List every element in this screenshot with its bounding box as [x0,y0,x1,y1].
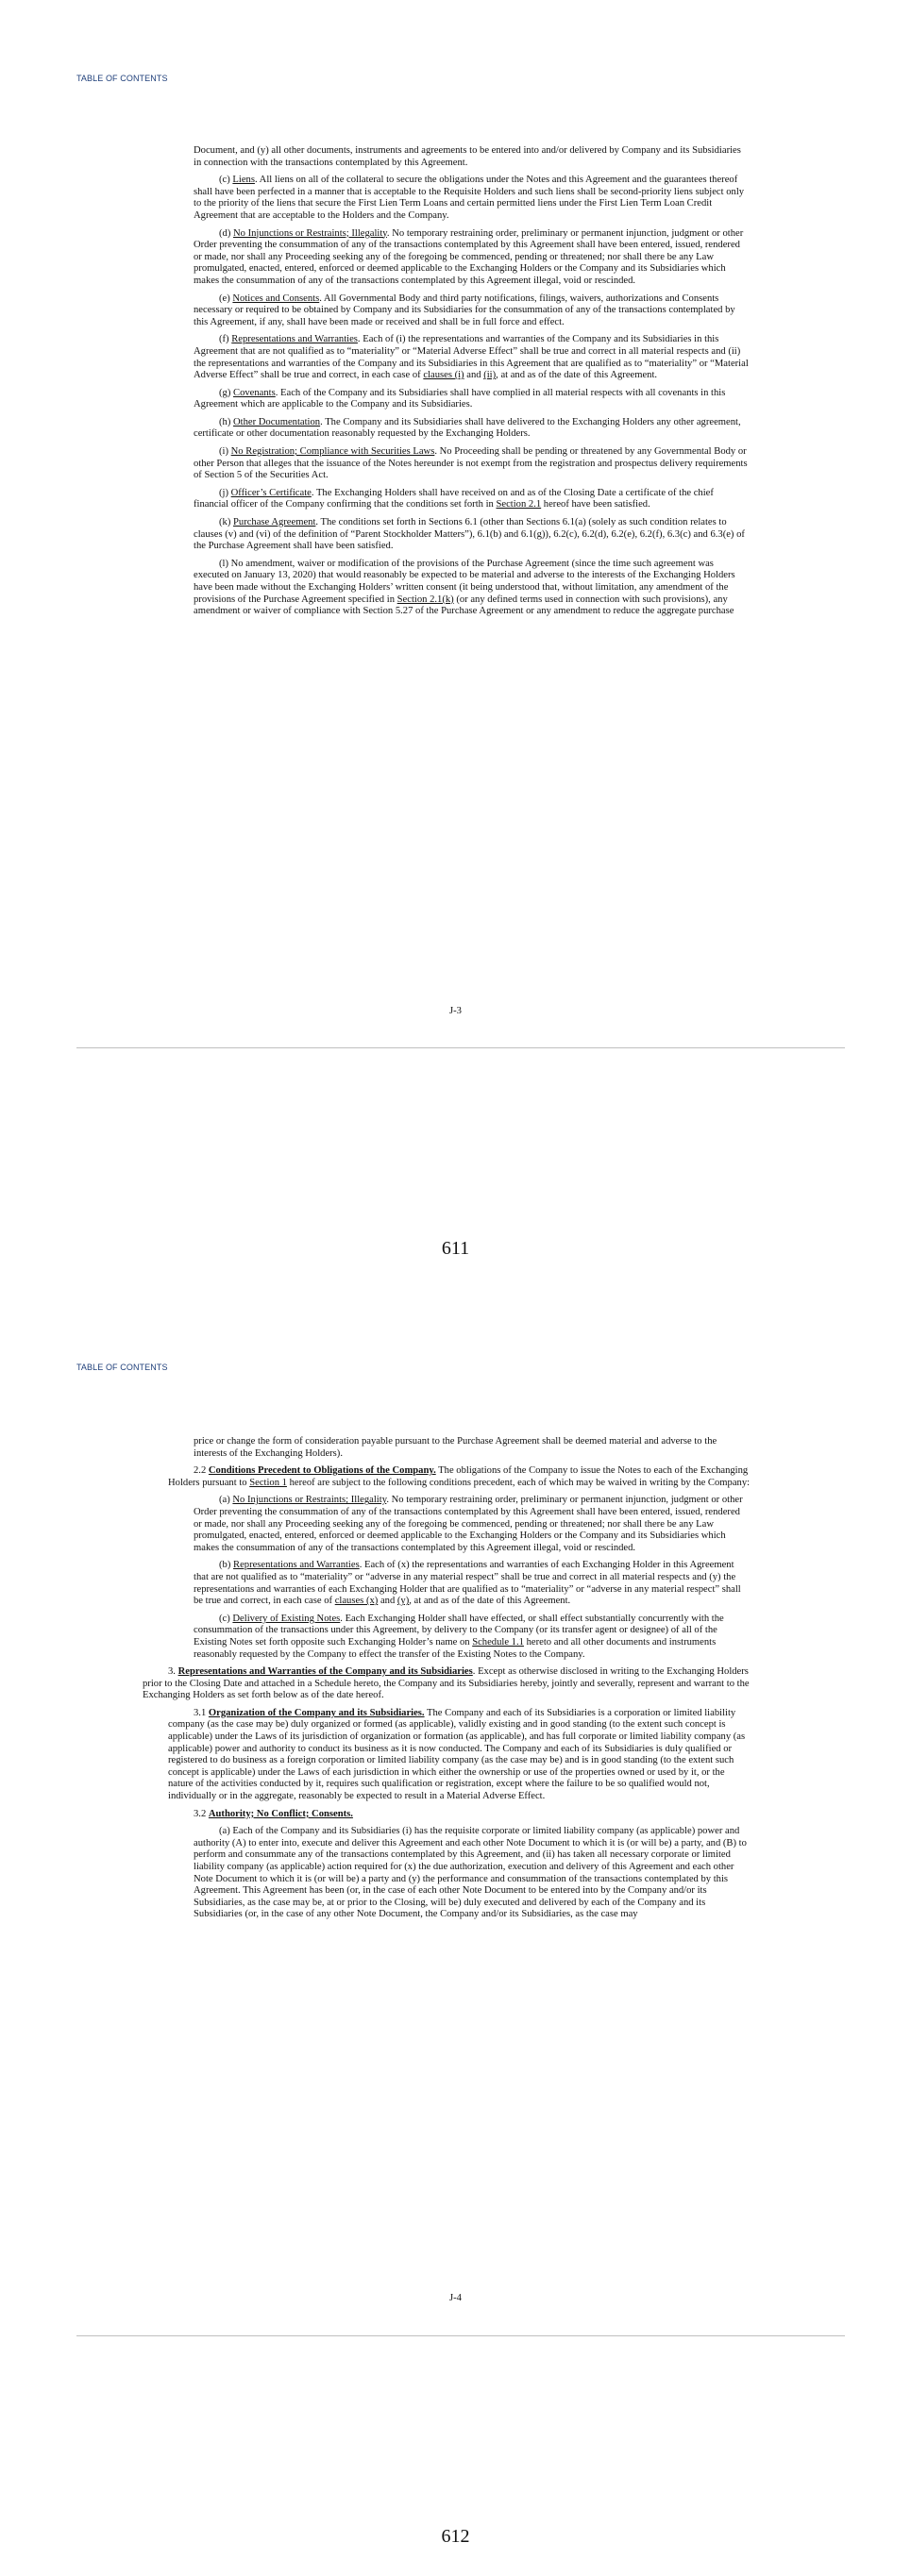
paragraph-c-liens: (c) Liens. All liens on all of the collateral to secure the obligations under the Notes and this Agreement and the guarantees thereof shall have been perfected in a manner that is acceptable to the Requisite Holders and such liens shall be second-priority liens subject only to the priority of the liens that secure the First Lien Term Loans and certain permitted liens under the First Lien Term Loan Credit Agreement that are acceptable to the Holders and the Company. [194,175,745,221]
page-number: 611 [441,1238,470,1259]
paragraph-c-delivery: (c) Delivery of Existing Notes. Each Exchanging Holder shall have effected, or shall effect substantially concurrently with the consummation of the transactions under this Agreement, by delivery to the Company (or its transfer agent or designee) of all of the Existing Notes set forth opposite such Exchanging Holder’s name on Schedule 1.1 hereto and all other documents and instruments reasonably requested by the Company to effect the transfer of the Existing Notes to the Company. [194,1613,724,1660]
page-j4-body [143,1436,751,1927]
paragraph-k-purchase-agreement: (k) Purchase Agreement. The conditions set forth in Sections 6.1 (other than Sections 6.1(a) (solely as such condition relates to clauses (v) and (vi) of the definition of “Parent Stockholder Matters”), 6.1(b) and 6.1(g)), 6.2(c), 6.2(d), 6.2(e), 6.2(f), 6.3(c) and 6.3(e) of the Purchase Agreement shall have been satisfied. [194,517,745,552]
section-3: 3. Representations and Warranties of the Company and its Subsidiaries. Except as otherwise disclosed in writing to the Exchanging Holders prior to the Closing Date and attached in a Schedule hereto, the Company and its Subsidiaries hereby, jointly and severally, represent and warrant to the Exchanging Holders as set forth below as of the date hereof. [143,1666,750,1701]
paragraph-e-notices: (e) Notices and Consents. All Governmental Body and third party notifications, filings, waivers, authorizations and Consents necessary or required to be obtained by Company and its Subsidiaries for the consummation of any of the transactions contemplated by this Agreement, if any, shall have been made or received and shall be in full force and effect. [194,293,735,327]
page-number: 612 [441,2526,470,2547]
section-2-2: 2.2 Conditions Precedent to Obligations of the Company. The obligations of the Company to issue the Notes to each of the Exchanging Holders pursuant to Section 1 hereof are subject to the following conditions precedent, each of which may be waived in writing by the Company: [168,1465,751,1488]
table-of-contents-link[interactable]: TABLE OF CONTENTS [76,74,168,83]
paragraph-a-injunctions: (a) No Injunctions or Restraints; Illegality. No temporary restraining order, preliminary or permanent injunction, judgment or other Order preventing the consummation of any of the transactions contemplated by this Agreement shall have been entered, issued, rendered or made, nor shall any Proceeding seeking any of the foregoing be commenced, pending or threatened; nor shall there be any Law promulgated, enacted, entered, enforced or deemed applicable to the Exchanging Holders or the Company and its Subsidiaries which makes the consummation of any of the transactions contemplated by this Agreement illegal, void or rescinded. [194,1495,743,1553]
paragraph-d-injunctions: (d) No Injunctions or Restraints; Illegality. No temporary restraining order, preliminary or permanent injunction, judgment or other Order preventing the consummation of any of the transactions contemplated by this Agreement shall have been entered, issued, rendered or made, nor shall any Proceeding seeking any of the foregoing be commenced, pending or threatened; nor shall there be any Law promulgated, enacted, entered, enforced or deemed applicable to the Exchanging Holders or the Company and its Subsidiaries which makes the consummation of any of the transactions contemplated by this Agreement illegal, void or rescinded. [194,227,744,286]
paragraph-i-no-registration: (i) No Registration; Compliance with Securities Laws. No Proceeding shall be pending or threatened by any Governmental Body or other Person that alleges that the issuance of the Notes hereunder is not exempt from the registration and prospectus delivery requirements of Section 5 of the Securities Act. [194,446,748,481]
page-divider [76,2335,845,2336]
page-label: J-3 [449,1006,462,1016]
paragraph-j-officers-certificate: (j) Officer’s Certificate. The Exchanging Holders shall have received on and as of the Closing Date a certificate of the chief financial officer of the Company confirming that the conditions set forth in Section 2.1 hereof have been satisfied. [194,487,714,510]
page-j3-body [194,145,751,624]
paragraph-b-representations: (b) Representations and Warranties. Each of (x) the representations and warranties of each Exchanging Holder in this Agreement that are not qualified as to “materiality” or “adverse in any material respect” shall be true and correct in all material respects and (y) the representations and warranties of each Exchanging Holder that are qualified as to “materiality” or “adverse in any material respect” shall be true and correct, in each case of clauses (x) and (y), at and as of the date of this Agreement. [194,1560,741,1607]
paragraph-3-2-a: (a) Each of the Company and its Subsidiaries (i) has the requisite corporate or limited liability company (as applicable) power and authority (A) to enter into, execute and deliver this Agreement and each other Note Document to which it is (or will be) a party, and (B) to perform and consummate any of the transactions contemplated by this Agreement, and (ii) has taken all necessary corporate or limited liability company (as applicable) action required for (x) the due authorization, execution and delivery of this Agreement and each other Note Document to which it is (or will be) a party and (y) the performance and consummation of the transactions contemplated by this Agreement. This Agreement has been (or, in the case of each other Note Document to be entered into by the Company and/or its Subsidiaries, as the case may be, at or prior to the Closing, will be) duly executed and delivered by each of the Company and its Subsidiaries (or, in the case of any other Note Document, the Company and/or its Subsidiaries, as the case may [194,1826,747,1920]
paragraph-h-other-documentation: (h) Other Documentation. The Company and its Subsidiaries shall have delivered to the Exchanging Holders any other agreement, certificate or other documentation reasonably requested by the Exchanging Holders. [194,416,741,440]
page-divider [76,1047,845,1048]
section-3-2-heading: 3.2 Authority; No Conflict; Consents. [194,1808,353,1819]
page-label: J-4 [449,2293,462,2303]
paragraph-g-covenants: (g) Covenants. Each of the Company and its Subsidiaries shall have complied in all material respects with all covenants in this Agreement which are applicable to the Company and its Subsidiaries. [194,387,726,410]
paragraph-f-representations: (f) Representations and Warranties. Each of (i) the representations and warranties of the Company and its Subsidiaries in this Agreement that are not qualified as to “materiality” or “Material Adverse Effect” shall be true and correct in all material respects and (ii) the representations and warranties of the Company and its Subsidiaries in this Agreement that are qualified as to “materiality” or “Material Adverse Effect” shall be true and correct, in each case of clauses (i) and (ii), at and as of the date of this Agreement. [194,334,749,381]
paragraph-l-amendment: (l) No amendment, waiver or modification of the provisions of the Purchase Agreement (since the time such agreement was executed on January 13, 2020) that would reasonably be expected to be material and adverse to the interests of the Exchanging Holders have been made without the Exchanging Holders’ written consent (it being understood that, without limitation, any amendment of the provisions of the Purchase Agreement specified in Section 2.1(k) (or any defined terms used in connection with such provisions), any amendment or waiver of compliance with Section 5.27 of the Purchase Agreement or any amendment to reduce the aggregate purchase [194,558,735,617]
table-of-contents-link[interactable]: TABLE OF CONTENTS [76,1363,168,1372]
section-3-1: 3.1 Organization of the Company and its Subsidiaries. The Company and each of its Subsidiaries is a corporation or limited liability company (as the case may be) duly organized or formed (as applicable), validly existing and in good standing (to the extent such concept is applicable) under the Laws of its jurisdiction of organization or formation (as applicable), and has full corporate or limited liability company (as applicable) power and authority to conduct its business as it is now conducted. The Company and each of its Subsidiaries is duly qualified or registered to do business as a foreign corporation or limited liability company (as the case may be) and is in good standing (to the extent such concept is applicable) under the Laws of each jurisdiction in which either the ownership or use of the properties owned or used by it, or the nature of the activities conducted by it, requires such qualification or registration, except where the failure to be so qualified would not, individually or in the aggregate, reasonably be expected to result in a Material Adverse Effect. [168,1707,746,1802]
paragraph: price or change the form of consideration payable pursuant to the Purchase Agreement shall be deemed material and adverse to the interests of the Exchanging Holders). [194,1436,717,1459]
paragraph: Document, and (y) all other documents, instruments and agreements to be entered into and/or delivered by Company and its Subsidiaries in connection with the transactions contemplated by this Agreement. [194,145,741,168]
